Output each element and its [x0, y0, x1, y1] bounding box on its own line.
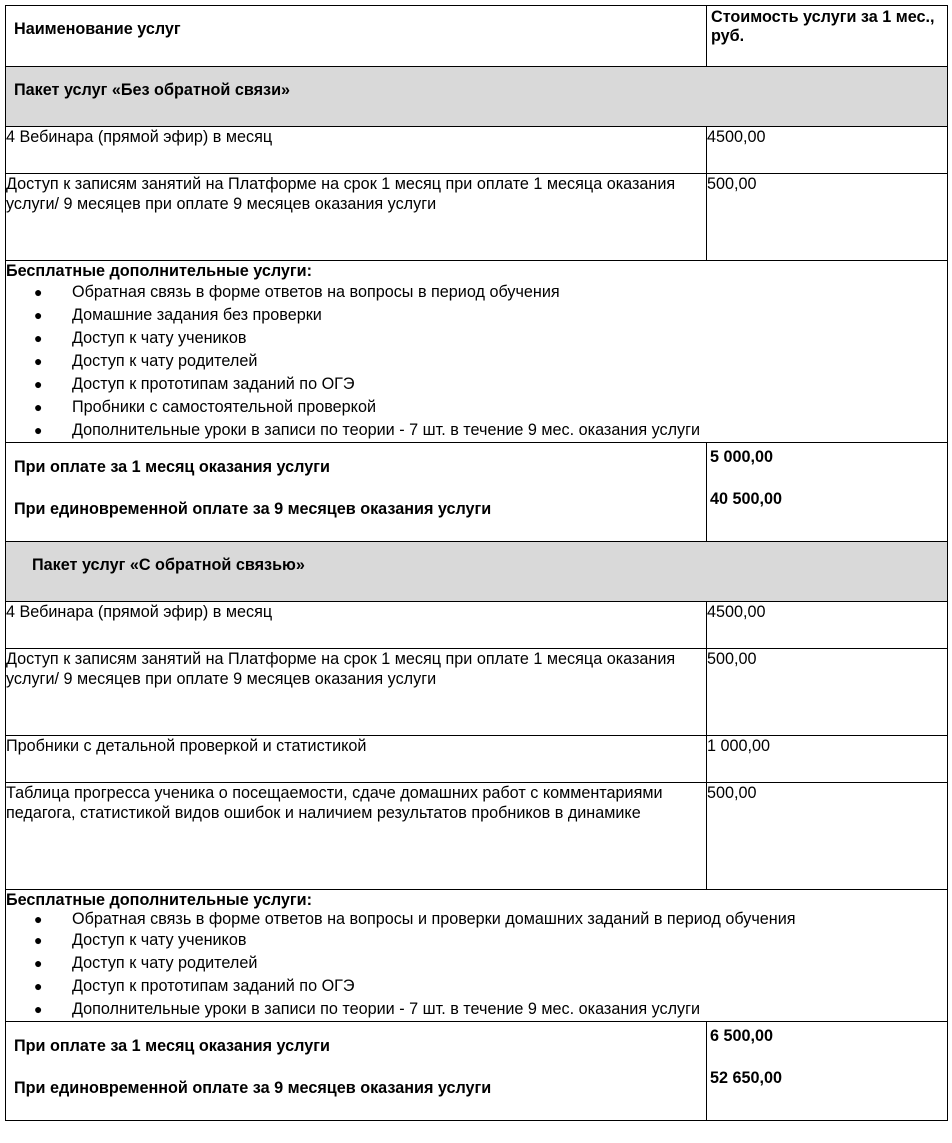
package-title: Пакет услуг «С обратной связью»: [6, 542, 948, 602]
service-row: [6, 127, 948, 174]
service-price: 4500,00: [707, 127, 948, 174]
column-header-price: Стоимость услуги за 1 мес., руб.: [707, 6, 948, 67]
column-header-name: Наименование услуг: [6, 6, 707, 67]
list-item: ● Дополнительные уроки в записи по теории - 7 шт. в течение 9 мес. оказания услуги: [72, 998, 947, 1021]
package-header-row: [6, 542, 948, 602]
totals-labels: [6, 1022, 707, 1121]
free-services-row: [6, 890, 948, 1022]
totals-prices: [707, 1022, 948, 1121]
list-item: ● Пробники с самостоятельной проверкой: [72, 396, 947, 419]
free-services-title: Бесплатные дополнительные услуги:: [6, 262, 312, 280]
total-1-month-label: При оплате за 1 месяц оказания услуги: [14, 458, 330, 476]
totals-prices: [707, 443, 948, 542]
list-item: ● Обратная связь в форме ответов на вопросы и проверки домашних заданий в период обучения: [72, 910, 947, 929]
service-row: [6, 602, 948, 649]
list-item: ● Доступ к чату учеников: [72, 929, 947, 952]
total-1-month-price: 6 500,00: [710, 1027, 774, 1045]
total-1-month-price: 5 000,00: [710, 448, 774, 466]
service-name: Доступ к записям занятий на Платформе на срок 1 месяц при оплате 1 месяца оказания услуги/ 9 месяцев при оплате 9 месяцев оказания услуги: [6, 649, 707, 736]
totals-row: [6, 443, 948, 542]
list-item: ● Доступ к прототипам заданий по ОГЭ: [72, 373, 947, 396]
service-price: 1 000,00: [707, 736, 948, 783]
free-services-title: Бесплатные дополнительные услуги:: [6, 891, 312, 909]
total-9-months-label: При единовременной оплате за 9 месяцев оказания услуги: [14, 1079, 492, 1097]
free-services-list: [6, 910, 947, 1021]
total-9-months-label: При единовременной оплате за 9 месяцев оказания услуги: [14, 500, 492, 518]
free-services-cell: [6, 890, 948, 1022]
price-table: [5, 5, 948, 1121]
service-row: [6, 736, 948, 783]
package-title: Пакет услуг «Без обратной связи»: [6, 67, 948, 127]
service-price: 500,00: [707, 174, 948, 261]
service-row: [6, 783, 948, 890]
service-name: Таблица прогресса ученика о посещаемости, сдаче домашних работ с комментариями педагога, статистикой видов ошибок и наличием результатов пробников в динамике: [6, 783, 707, 890]
list-item: ● Домашние задания без проверки: [72, 304, 947, 327]
total-1-month-label: При оплате за 1 месяц оказания услуги: [14, 1037, 330, 1055]
total-9-months-price: 52 650,00: [710, 1069, 783, 1087]
service-price: 500,00: [707, 783, 948, 890]
service-name: Пробники с детальной проверкой и статистикой: [6, 736, 707, 783]
totals-row: [6, 1022, 948, 1121]
package-header-row: [6, 67, 948, 127]
service-row: [6, 174, 948, 261]
table-header-row: [6, 6, 948, 67]
total-9-months-price: 40 500,00: [710, 490, 783, 508]
service-row: [6, 649, 948, 736]
service-name: Доступ к записям занятий на Платформе на срок 1 месяц при оплате 1 месяца оказания услуги/ 9 месяцев при оплате 9 месяцев оказания услуги: [6, 174, 707, 261]
service-name: 4 Вебинара (прямой эфир) в месяц: [6, 127, 707, 174]
service-price: 4500,00: [707, 602, 948, 649]
list-item: ● Доступ к чату учеников: [72, 327, 947, 350]
list-item: ● Доступ к чату родителей: [72, 952, 947, 975]
service-name: 4 Вебинара (прямой эфир) в месяц: [6, 602, 707, 649]
totals-labels: [6, 443, 707, 542]
free-services-row: [6, 261, 948, 443]
list-item: ● Доступ к прототипам заданий по ОГЭ: [72, 975, 947, 998]
list-item: ● Обратная связь в форме ответов на вопросы в период обучения: [72, 281, 947, 304]
free-services-cell: [6, 261, 948, 443]
list-item: ● Дополнительные уроки в записи по теории - 7 шт. в течение 9 мес. оказания услуги: [72, 419, 947, 442]
list-item: ● Доступ к чату родителей: [72, 350, 947, 373]
free-services-list: [6, 281, 947, 442]
service-price: 500,00: [707, 649, 948, 736]
